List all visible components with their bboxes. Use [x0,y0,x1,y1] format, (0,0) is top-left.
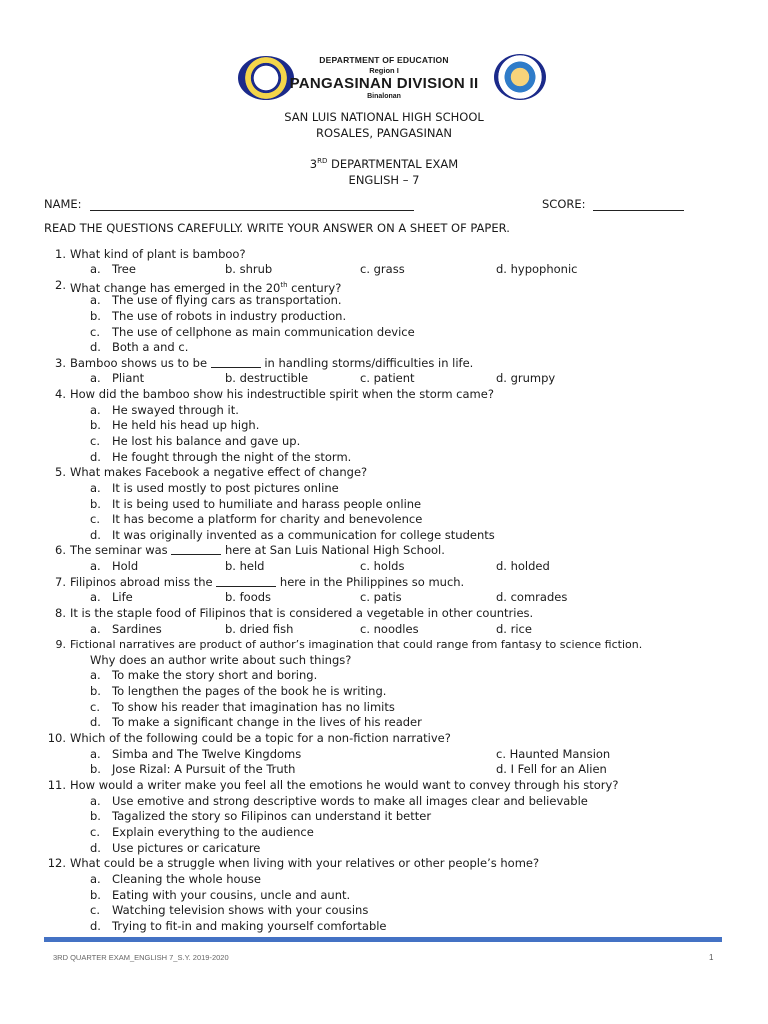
page-number: 1 [709,953,714,962]
letterhead-town: Binalonan [367,93,401,100]
score-field[interactable] [593,198,684,211]
score-label: SCORE: [542,197,586,211]
answer-blank [211,356,261,368]
footer-divider [44,937,722,942]
answer-blank [216,575,276,587]
name-field[interactable] [90,198,414,211]
question-9-continued: Why does an author write about such things? [90,653,352,667]
footer-text: 3RD QUARTER EXAM_ENGLISH 7_S.Y. 2019-2020 [53,953,229,962]
exam-subject: ENGLISH – 7 [348,173,420,187]
student-info-row [44,197,684,213]
instructions: READ THE QUESTIONS CAREFULLY. WRITE YOUR ANSWER ON A SHEET OF PAPER. [44,221,510,235]
letterhead-division: PANGASINAN DIVISION II [289,75,479,92]
school-location: ROSALES, PANGASINAN [316,126,452,140]
answer-blank [171,543,221,555]
exam-title: 3RD DEPARTMENTAL EXAM [309,157,459,171]
division-seal-icon [494,54,546,100]
letterhead [0,52,768,104]
letterhead-region: Region I [369,66,399,75]
name-label: NAME: [44,197,82,211]
letterhead-department: DEPARTMENT OF EDUCATION [319,55,449,65]
school-name: SAN LUIS NATIONAL HIGH SCHOOL [284,110,484,124]
